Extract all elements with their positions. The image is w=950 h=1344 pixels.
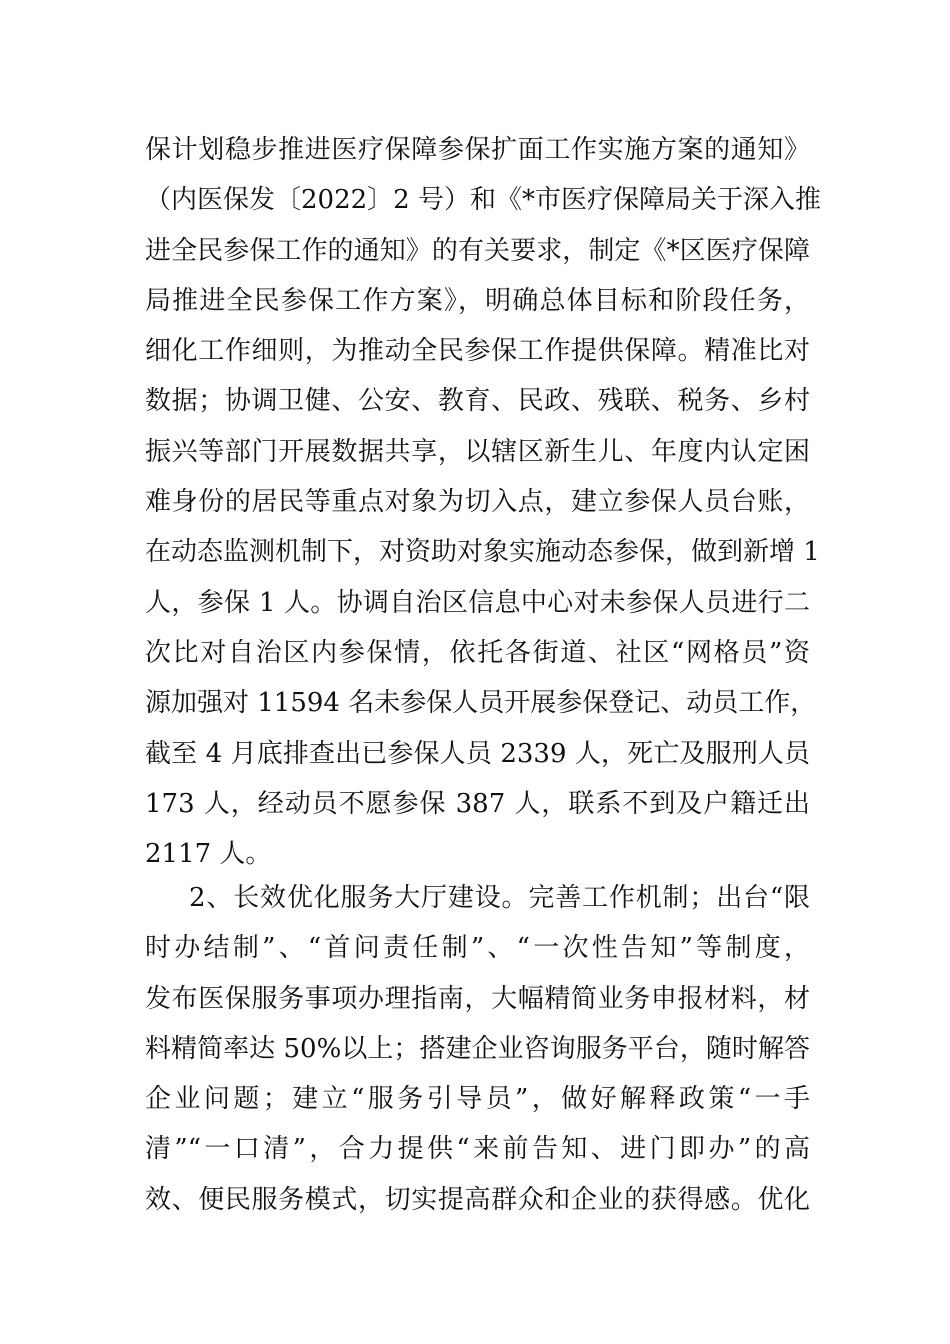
paragraph-1-line: 2117 人。 — [145, 839, 272, 870]
paragraph-1-line: 在动态监测机制下，对资助对象实施动态参保，做到新增 1 — [145, 537, 820, 568]
paragraph-1-line: 源加强对 11594 名未参保人员开展参保登记、动员工作， — [145, 688, 817, 719]
paragraph-2-line: 料精简率达 50%以上；搭建企业咨询服务平台，随时解答 — [145, 1033, 810, 1064]
paragraph-2 — [145, 873, 810, 1225]
paragraph-1-line: 数据；协调卫健、公安、教育、民政、残联、税务、乡村 — [145, 386, 810, 417]
paragraph-2-line: 发布医保服务事项办理指南，大幅精简业务申报材料，材 — [145, 983, 810, 1014]
paragraph-1 — [145, 125, 821, 879]
paragraph-1-line: 截至 4 月底排查出已参保人员 2339 人，死亡及服刑人员 — [145, 738, 810, 769]
paragraph-1-line: 难身份的居民等重点对象为切入点，建立参保人员台账， — [145, 487, 810, 518]
paragraph-2-line: 企业问题；建立“服务引导员”，做好解释政策“一手 — [145, 1084, 810, 1115]
paragraph-1-line: 次比对自治区内参保情，依托各街道、社区“网格员”资 — [145, 637, 810, 668]
paragraph-2-line: 2、长效优化服务大厅建设。完善工作机制；出台“限 — [189, 883, 810, 913]
paragraph-1-line: 173 人，经动员不愿参保 387 人，联系不到及户籍迁出 — [145, 788, 810, 819]
paragraph-2-line: 时办结制”、“首问责任制”、“一次性告知”等制度， — [145, 933, 810, 964]
paragraph-1-line: （内医保发〔2022〕2 号）和《*市医疗保障局关于深入推 — [145, 185, 821, 216]
paragraph-2-line: 效、便民服务模式，切实提高群众和企业的获得感。优化 — [145, 1184, 810, 1215]
paragraph-1-line: 进全民参保工作的通知》的有关要求，制定《*区医疗保障 — [145, 235, 810, 266]
paragraph-1-line: 细化工作细则，为推动全民参保工作提供保障。精准比对 — [145, 336, 810, 367]
paragraph-1-line: 保计划稳步推进医疗保障参保扩面工作实施方案的通知》 — [145, 135, 810, 165]
paragraph-2-line: 清”“一口清”，合力提供“来前告知、进门即办”的高 — [145, 1134, 810, 1165]
paragraph-1-line: 振兴等部门开展数据共享，以辖区新生儿、年度内认定困 — [145, 436, 810, 467]
paragraph-1-line: 局推进全民参保工作方案》，明确总体目标和阶段任务， — [145, 285, 810, 316]
paragraph-1-line: 人，参保 1 人。协调自治区信息中心对未参保人员进行二 — [145, 587, 810, 618]
